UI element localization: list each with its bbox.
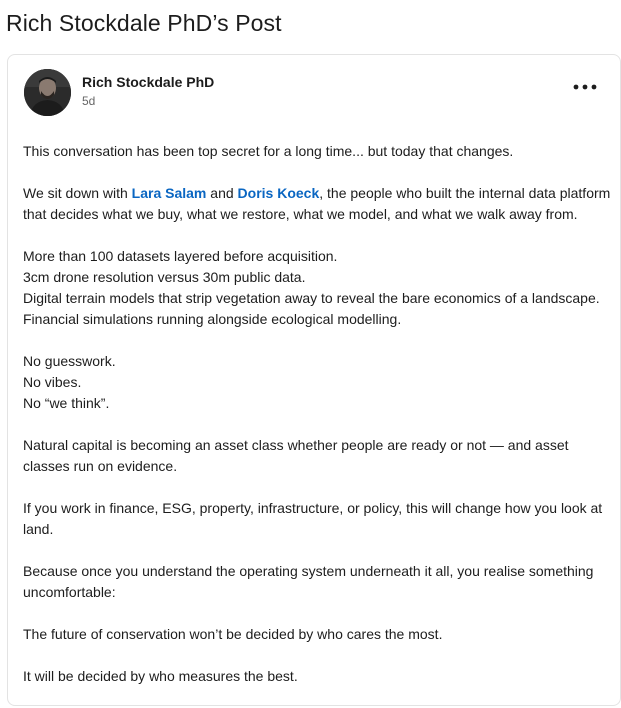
text-line: More than 100 datasets layered before acquisition. bbox=[23, 248, 338, 264]
post-paragraph bbox=[23, 246, 613, 330]
post-paragraph: Natural capital is becoming an asset class whether people are ready or not — and asset classes run on evidence. bbox=[23, 437, 569, 474]
post-paragraph bbox=[23, 183, 613, 225]
text-line: No “we think”. bbox=[23, 395, 110, 411]
more-options-button[interactable] bbox=[572, 77, 598, 97]
text-line: No vibes. bbox=[23, 374, 82, 390]
post-paragraph: It will be decided by who measures the best. bbox=[23, 668, 298, 684]
post-paragraph: The future of conservation won’t be decided by who cares the most. bbox=[23, 626, 443, 642]
post-card bbox=[7, 54, 621, 706]
text-fragment: , the people who built the internal data platform that decides what we buy, what we restore, what we model, and what we walk away from. bbox=[23, 185, 611, 222]
post-paragraph: This conversation has been top secret for a long time... but today that changes. bbox=[23, 143, 514, 159]
author-avatar[interactable] bbox=[24, 69, 71, 116]
mention-link-doris-koeck[interactable]: Doris Koeck bbox=[237, 185, 320, 201]
post-timestamp: 5d bbox=[82, 94, 96, 108]
post-paragraph: Because once you understand the operating system underneath it all, you realise something uncomfortable: bbox=[23, 563, 594, 600]
more-horizontal-icon bbox=[572, 77, 598, 97]
text-line: Digital terrain models that strip vegetation away to reveal the bare economics of a landscape. bbox=[23, 290, 600, 306]
post-body bbox=[23, 141, 613, 708]
text-line: Financial simulations running alongside ecological modelling. bbox=[23, 311, 402, 327]
page-title: Rich Stockdale PhD’s Post bbox=[6, 10, 282, 36]
author-name[interactable]: Rich Stockdale PhD bbox=[82, 74, 215, 90]
avatar-image bbox=[24, 69, 71, 116]
text-line: No guesswork. bbox=[23, 353, 116, 369]
text-fragment: We sit down with bbox=[23, 185, 132, 201]
post-paragraph: If you work in finance, ESG, property, infrastructure, or policy, this will change how you look at land. bbox=[23, 500, 603, 537]
mention-link-lara-salam[interactable]: Lara Salam bbox=[131, 185, 207, 201]
post-paragraph bbox=[23, 351, 613, 414]
text-fragment: and bbox=[206, 185, 238, 201]
text-line: 3cm drone resolution versus 30m public data. bbox=[23, 269, 306, 285]
